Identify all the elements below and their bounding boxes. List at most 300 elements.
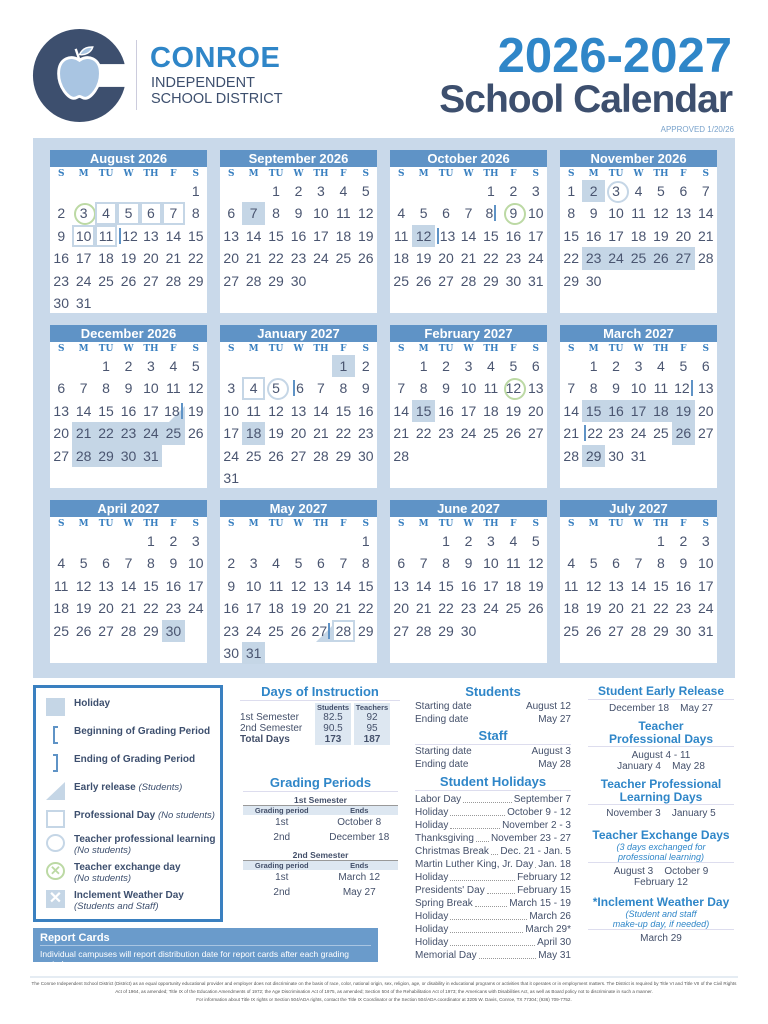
day-cell: 27 bbox=[672, 247, 694, 269]
day-cell: 2 bbox=[442, 358, 450, 374]
day-cell: 28 bbox=[245, 272, 262, 289]
close-bracket-icon bbox=[46, 754, 65, 772]
month-june-2027 bbox=[390, 500, 547, 663]
weekday-label: F bbox=[170, 169, 177, 179]
weekday-label: S bbox=[397, 519, 405, 529]
day-cell: 4 bbox=[487, 358, 495, 374]
day-cell: 28 bbox=[415, 622, 432, 639]
day-cell: 30 bbox=[290, 272, 307, 289]
weekday-label: S bbox=[57, 169, 65, 179]
triangle-icon bbox=[46, 782, 65, 800]
day-cell: 22 bbox=[415, 425, 432, 442]
day-cell: 19 bbox=[585, 600, 602, 617]
weekday-label: TU bbox=[268, 519, 284, 529]
day-cell: 27 bbox=[98, 622, 114, 639]
weekday-label: W bbox=[463, 169, 474, 179]
weekday-label: TU bbox=[608, 519, 624, 529]
day-cell: 1 bbox=[332, 355, 354, 377]
day-cell: 21 bbox=[393, 425, 409, 442]
day-cell: 21 bbox=[120, 600, 137, 617]
day-cell: 26 bbox=[290, 622, 307, 639]
weekday-label: W bbox=[293, 519, 304, 529]
weekday-header bbox=[390, 344, 547, 354]
day-cell: 3 bbox=[317, 183, 325, 199]
day-cell: 16 bbox=[505, 227, 522, 244]
month-title: September 2026 bbox=[220, 150, 377, 167]
day-cell: 23 bbox=[53, 272, 69, 289]
day-cell: 20 bbox=[697, 402, 714, 419]
students-staff-holidays: Students Starting date August 12 Ending date May 27 Staff Starting date August 3 Ending date May 28 Student Holidays Labor Day September 7 Holiday October 9 - 12 Holiday November 2 - 3 Thanksgiving November 23 - 27 Christmas Break Dec. 21 - Jan. 5 Martin Luther King, Jr. Day Jan. 18 Holiday February 12 Presidents' Day February 15 Spring Break March 15 - 19 Holiday March 26 Holiday March 29* Holiday April 30 Memorial Day May 31 bbox=[415, 684, 571, 961]
month-november-2026 bbox=[560, 150, 717, 313]
day-cell: 29 bbox=[187, 272, 204, 289]
day-cell: 22 bbox=[653, 600, 669, 617]
month-title: August 2026 bbox=[50, 150, 207, 167]
day-cell: 24 bbox=[697, 600, 714, 617]
day-cell: 26 bbox=[187, 425, 204, 442]
day-cell: 5 bbox=[589, 555, 598, 572]
day-cell: 29 bbox=[95, 445, 117, 467]
day-cell: 24 bbox=[313, 250, 329, 267]
day-cell: 5 bbox=[679, 358, 688, 374]
day-cell: 5 bbox=[361, 183, 370, 199]
day-cell: 25 bbox=[268, 622, 284, 639]
weekday-label: TH bbox=[653, 344, 669, 354]
month-april-2027 bbox=[50, 500, 207, 663]
day-cell: 7 bbox=[339, 555, 348, 572]
weekday-label: S bbox=[227, 519, 235, 529]
day-cell: 25 bbox=[53, 622, 69, 639]
day-cell: 19 bbox=[672, 400, 694, 422]
holiday-swatch-icon bbox=[46, 698, 65, 716]
day-grid bbox=[50, 180, 207, 314]
day-cell: 23 bbox=[675, 600, 692, 617]
weekday-label: F bbox=[170, 344, 177, 354]
day-cell: 20 bbox=[608, 600, 624, 617]
day-cell: 20 bbox=[313, 600, 329, 617]
day-cell: 16 bbox=[675, 577, 692, 594]
day-grid bbox=[50, 355, 207, 467]
day-cell: 7 bbox=[79, 380, 88, 397]
day-cell: 22 bbox=[143, 600, 159, 617]
day-cell: 17 bbox=[697, 577, 714, 594]
day-cell: 27 bbox=[143, 272, 159, 289]
day-cell: 6 bbox=[531, 358, 540, 374]
weekday-label: M bbox=[418, 169, 429, 179]
day-cell: 8 bbox=[657, 555, 665, 572]
circle-x-icon: ✕ bbox=[46, 862, 65, 880]
day-cell: 10 bbox=[608, 205, 624, 222]
day-cell: 24 bbox=[460, 425, 477, 442]
holiday-row: Presidents' Day February 15 bbox=[415, 885, 571, 896]
month-august-2026 bbox=[50, 150, 207, 313]
day-cell: 17 bbox=[75, 250, 92, 267]
day-cell: 16 bbox=[438, 402, 454, 419]
day-cell: 31 bbox=[697, 622, 714, 639]
day-cell: 1 bbox=[589, 358, 598, 374]
day-cell: 14 bbox=[75, 402, 92, 419]
weekday-header bbox=[50, 344, 207, 354]
day-cell: 26 bbox=[650, 247, 672, 269]
day-cell: 22 bbox=[582, 422, 604, 444]
day-grid bbox=[390, 530, 547, 642]
day-cell: 7 bbox=[397, 380, 406, 397]
holiday-row: Holiday February 12 bbox=[415, 872, 571, 883]
day-cell: 19 bbox=[357, 227, 374, 244]
day-cell: 26 bbox=[75, 622, 92, 639]
day-cell: 17 bbox=[245, 600, 262, 617]
day-cell: 11 bbox=[53, 577, 69, 594]
month-title: December 2026 bbox=[50, 325, 207, 342]
day-cell: 15 bbox=[483, 227, 499, 244]
day-cell: 1 bbox=[147, 533, 155, 549]
day-cell: 27 bbox=[223, 272, 239, 289]
day-grid bbox=[50, 530, 207, 642]
day-cell: 8 bbox=[589, 380, 598, 397]
day-cell: 16 bbox=[223, 600, 239, 617]
weekday-label: M bbox=[588, 169, 599, 179]
day-cell: 15 bbox=[653, 577, 669, 594]
day-cell: 13 bbox=[143, 227, 159, 244]
day-cell: 24 bbox=[187, 600, 204, 617]
day-cell: 13 bbox=[313, 577, 329, 594]
day-cell: 19 bbox=[120, 250, 137, 267]
weekday-label: TH bbox=[313, 169, 329, 179]
weekday-label: F bbox=[340, 519, 347, 529]
holiday-row: Thanksgiving November 23 - 27 bbox=[415, 833, 571, 844]
day-cell: 15 bbox=[187, 227, 204, 244]
day-cell: 25 bbox=[483, 425, 499, 442]
brand-sub1: INDEPENDENT bbox=[151, 75, 255, 91]
day-cell: 1 bbox=[442, 533, 450, 549]
weekday-label: M bbox=[588, 344, 599, 354]
day-cell: 26 bbox=[415, 272, 432, 289]
legend bbox=[33, 685, 223, 922]
day-cell: 23 bbox=[438, 425, 454, 442]
day-cell: 13 bbox=[223, 227, 239, 244]
weekday-label: S bbox=[362, 344, 370, 354]
day-cell: 2 bbox=[582, 180, 604, 202]
day-cell: 31 bbox=[242, 642, 264, 664]
day-cell: 7 bbox=[567, 380, 576, 397]
day-cell: 11 bbox=[95, 225, 117, 247]
weekday-label: TH bbox=[143, 519, 159, 529]
day-cell: 3 bbox=[634, 358, 643, 374]
day-cell: 17 bbox=[460, 402, 477, 419]
day-cell: 15 bbox=[335, 402, 352, 419]
square-outline-icon bbox=[46, 810, 65, 828]
day-cell: 23 bbox=[223, 622, 239, 639]
day-cell: 18 bbox=[268, 600, 284, 617]
day-cell: 18 bbox=[393, 250, 409, 267]
day-cell: 2 bbox=[679, 533, 688, 549]
day-cell: 25 bbox=[627, 247, 649, 269]
day-cell: 24 bbox=[605, 247, 627, 269]
day-cell: 28 bbox=[72, 445, 94, 467]
weekday-label: TH bbox=[313, 344, 329, 354]
day-cell: 18 bbox=[53, 600, 69, 617]
day-cell: 25 bbox=[563, 622, 579, 639]
day-cell: 28 bbox=[393, 447, 409, 464]
day-grid bbox=[560, 355, 717, 467]
day-cell: 13 bbox=[527, 380, 544, 397]
footer-disclaimer: The Conroe Independent School District (District) as an equal opportunity educational provider and employer does not discriminate on the basis of race, color, national origin, sex, religion, age, or disability in educational programs or activities that it operates or in employment matters. The District is required by Title VI and Title VII of the Civil Rights Act of 1964, as amended; Title IX of the Education Amendments of 1972; the Age Discrimination Act of 1975, as amended; Section 504 of the Rehabilitation Act of 1973; the Americans with Disabilities Act, as well as Board policy not to discriminate in such a manner. For information about Title IX rights or Section 504/ADA rights, contact the Title IX Coordinator or the Section 504/ADA coordinator at 3205 W. Davis, Conroe, TX 77304; (936) 709-7752. bbox=[30, 976, 738, 1004]
day-cell: 28 bbox=[120, 622, 137, 639]
weekday-label: S bbox=[702, 344, 710, 354]
weekday-label: M bbox=[248, 344, 259, 354]
circle-outline-icon bbox=[46, 834, 65, 852]
day-cell: 18 bbox=[98, 250, 114, 267]
month-december-2026 bbox=[50, 325, 207, 488]
day-cell: 11 bbox=[246, 402, 261, 419]
logo-divider bbox=[136, 40, 137, 110]
month-may-2027 bbox=[220, 500, 377, 663]
weekday-label: S bbox=[57, 519, 65, 529]
day-cell: 18 bbox=[563, 600, 579, 617]
day-cell: 19 bbox=[415, 250, 432, 267]
day-cell: 13 bbox=[435, 225, 457, 247]
day-cell: 2 bbox=[361, 358, 370, 374]
weekday-label: TH bbox=[483, 344, 499, 354]
day-cell: 4 bbox=[242, 377, 264, 399]
day-cell: 26 bbox=[120, 272, 137, 289]
day-cell: 31 bbox=[140, 445, 162, 467]
day-cell: 10 bbox=[460, 380, 477, 397]
day-cell: 13 bbox=[393, 577, 409, 594]
weekday-label: TH bbox=[483, 169, 499, 179]
weekday-header bbox=[220, 519, 377, 529]
day-cell: 31 bbox=[630, 447, 647, 464]
day-cell: 27 bbox=[697, 425, 714, 442]
day-cell: 27 bbox=[310, 620, 332, 642]
staff-start: Starting date August 3 bbox=[415, 746, 571, 757]
day-cell: 21 bbox=[313, 425, 329, 442]
weekday-label: M bbox=[418, 519, 429, 529]
day-cell: 10 bbox=[483, 555, 499, 572]
holiday-row: Holiday November 2 - 3 bbox=[415, 820, 571, 831]
weekday-label: M bbox=[78, 519, 89, 529]
legend-exchange: ✕ Teacher exchange day (No students) bbox=[46, 862, 181, 884]
weekday-label: S bbox=[192, 169, 200, 179]
day-cell: 29 bbox=[268, 272, 284, 289]
day-cell: 20 bbox=[675, 227, 692, 244]
day-cell: 30 bbox=[223, 644, 239, 661]
weekday-label: S bbox=[397, 169, 405, 179]
day-cell: 18 bbox=[630, 227, 647, 244]
day-cell: 27 bbox=[53, 447, 69, 464]
day-cell: 30 bbox=[53, 294, 69, 311]
day-cell: 3 bbox=[191, 533, 200, 549]
weekday-label: M bbox=[78, 169, 89, 179]
day-cell: 5 bbox=[419, 205, 428, 222]
day-cell: 31 bbox=[223, 469, 239, 486]
legend-begin: Beginning of Grading Period bbox=[46, 726, 210, 744]
day-cell: 12 bbox=[268, 402, 284, 419]
day-cell: 10 bbox=[527, 205, 544, 222]
holiday-row: Holiday March 29* bbox=[415, 924, 571, 935]
day-cell: 23 bbox=[357, 425, 374, 442]
day-cell: 1 bbox=[487, 183, 495, 199]
day-cell: 25 bbox=[162, 422, 184, 444]
day-grid bbox=[390, 180, 547, 292]
day-cell: 11 bbox=[563, 577, 579, 594]
day-cell: 20 bbox=[53, 425, 69, 442]
day-cell: 15 bbox=[563, 227, 579, 244]
day-cell: 13 bbox=[675, 205, 692, 222]
weekday-label: W bbox=[123, 344, 134, 354]
day-cell: 12 bbox=[527, 555, 544, 572]
weekday-label: TU bbox=[268, 169, 284, 179]
day-cell: 23 bbox=[608, 425, 624, 442]
day-cell: 14 bbox=[460, 227, 477, 244]
day-cell: 9 bbox=[679, 555, 688, 572]
day-cell: 21 bbox=[72, 422, 94, 444]
day-cell: 12 bbox=[187, 380, 204, 397]
day-cell: 8 bbox=[567, 205, 576, 222]
holiday-row: Holiday October 9 - 12 bbox=[415, 807, 571, 818]
day-cell: 11 bbox=[336, 205, 351, 222]
day-cell: 29 bbox=[653, 622, 669, 639]
day-cell: 28 bbox=[630, 622, 647, 639]
day-cell: 26 bbox=[527, 600, 544, 617]
day-cell: 8 bbox=[191, 205, 200, 222]
day-cell: 8 bbox=[480, 202, 502, 224]
day-cell: 22 bbox=[563, 250, 579, 267]
day-cell: 9 bbox=[57, 227, 66, 244]
day-cell: 28 bbox=[165, 272, 182, 289]
weekday-label: W bbox=[633, 344, 644, 354]
day-cell: 17 bbox=[143, 402, 159, 419]
day-cell: 15 bbox=[357, 577, 374, 594]
weekday-label: TU bbox=[98, 169, 114, 179]
day-cell: 18 bbox=[650, 400, 672, 422]
day-cell: 12 bbox=[117, 225, 139, 247]
day-cell: 20 bbox=[98, 600, 114, 617]
day-cell: 21 bbox=[415, 600, 432, 617]
weekday-label: W bbox=[293, 169, 304, 179]
day-cell: 13 bbox=[290, 402, 307, 419]
day-cell: 14 bbox=[120, 577, 137, 594]
day-cell: 16 bbox=[460, 577, 477, 594]
day-cell: 14 bbox=[393, 402, 409, 419]
day-cell: 6 bbox=[397, 555, 406, 572]
day-cell: 12 bbox=[585, 577, 602, 594]
day-cell: 10 bbox=[223, 402, 239, 419]
x-box-icon: ✕ bbox=[46, 890, 65, 908]
day-cell: 1 bbox=[191, 183, 200, 199]
weekday-label: S bbox=[192, 344, 200, 354]
day-cell: 1 bbox=[657, 533, 665, 549]
day-cell: 29 bbox=[335, 447, 352, 464]
weekday-label: W bbox=[123, 169, 134, 179]
day-cell: 24 bbox=[223, 447, 239, 464]
month-title: February 2027 bbox=[390, 325, 547, 342]
day-cell: 29 bbox=[357, 622, 374, 639]
day-cell: 8 bbox=[102, 380, 110, 397]
day-cell: 28 bbox=[332, 620, 354, 642]
day-cell: 30 bbox=[117, 445, 139, 467]
day-cell: 23 bbox=[460, 600, 477, 617]
day-cell: 8 bbox=[272, 205, 280, 222]
month-title: March 2027 bbox=[560, 325, 717, 342]
day-cell: 5 bbox=[117, 202, 139, 224]
day-cell: 5 bbox=[657, 183, 665, 199]
day-cell: 6 bbox=[140, 202, 162, 224]
day-cell: 29 bbox=[563, 272, 579, 289]
day-cell: 29 bbox=[483, 272, 499, 289]
day-cell: 3 bbox=[72, 202, 94, 224]
day-cell: 25 bbox=[98, 272, 114, 289]
day-cell: 2 bbox=[57, 205, 66, 222]
day-cell: 8 bbox=[339, 380, 348, 397]
day-cell: 4 bbox=[57, 555, 66, 572]
weekday-header bbox=[50, 519, 207, 529]
day-cell: 15 bbox=[438, 577, 454, 594]
staff-end: Ending date May 28 bbox=[415, 759, 571, 770]
day-cell: 28 bbox=[697, 250, 714, 267]
day-cell: 22 bbox=[357, 600, 374, 617]
day-cell: 28 bbox=[563, 447, 579, 464]
day-cell: 23 bbox=[582, 247, 604, 269]
day-cell: 11 bbox=[393, 227, 409, 244]
weekday-label: S bbox=[532, 169, 540, 179]
weekday-header bbox=[390, 519, 547, 529]
day-cell: 11 bbox=[506, 555, 521, 572]
day-cell: 6 bbox=[679, 183, 688, 199]
day-cell: 24 bbox=[245, 622, 262, 639]
day-cell: 11 bbox=[653, 380, 669, 397]
legend-tpl: Teacher professional learning (No students) bbox=[46, 834, 216, 856]
day-cell: 18 bbox=[162, 400, 184, 422]
day-cell: 7 bbox=[242, 202, 264, 224]
day-cell: 23 bbox=[290, 250, 307, 267]
weekday-label: F bbox=[510, 519, 517, 529]
day-cell: 21 bbox=[165, 250, 182, 267]
month-title: January 2027 bbox=[220, 325, 377, 342]
day-cell: 9 bbox=[502, 202, 524, 224]
day-cell: 24 bbox=[75, 272, 92, 289]
weekday-label: W bbox=[463, 344, 474, 354]
holiday-row: Martin Luther King, Jr. Day Jan. 18 bbox=[415, 859, 571, 870]
weekday-label: TH bbox=[143, 169, 159, 179]
weekday-label: TU bbox=[438, 519, 454, 529]
day-cell: 17 bbox=[527, 227, 544, 244]
day-cell: 23 bbox=[165, 600, 182, 617]
day-cell: 7 bbox=[701, 183, 710, 199]
holiday-row: Spring Break March 15 - 19 bbox=[415, 898, 571, 909]
day-cell: 19 bbox=[527, 577, 544, 594]
day-cell: 26 bbox=[357, 250, 374, 267]
day-cell: 10 bbox=[697, 555, 714, 572]
day-cell: 9 bbox=[464, 555, 473, 572]
day-cell: 8 bbox=[147, 555, 155, 572]
weekday-label: S bbox=[702, 519, 710, 529]
day-cell: 16 bbox=[585, 227, 602, 244]
day-cell: 25 bbox=[245, 447, 262, 464]
weekday-label: F bbox=[680, 519, 687, 529]
day-cell: 28 bbox=[313, 447, 329, 464]
legend-weather: ✕ Inclement Weather Day (Students and Staff) bbox=[46, 890, 184, 912]
weekday-header bbox=[50, 169, 207, 179]
day-cell: 9 bbox=[227, 577, 236, 594]
month-title: May 2027 bbox=[220, 500, 377, 517]
weekday-label: M bbox=[248, 169, 259, 179]
day-cell: 11 bbox=[268, 577, 284, 594]
day-cell: 17 bbox=[483, 577, 499, 594]
day-cell: 27 bbox=[608, 622, 624, 639]
day-cell: 16 bbox=[53, 250, 69, 267]
legend-early: Early release (Students) bbox=[46, 782, 182, 800]
holiday-row: Christmas Break Dec. 21 - Jan. 5 bbox=[415, 846, 571, 857]
